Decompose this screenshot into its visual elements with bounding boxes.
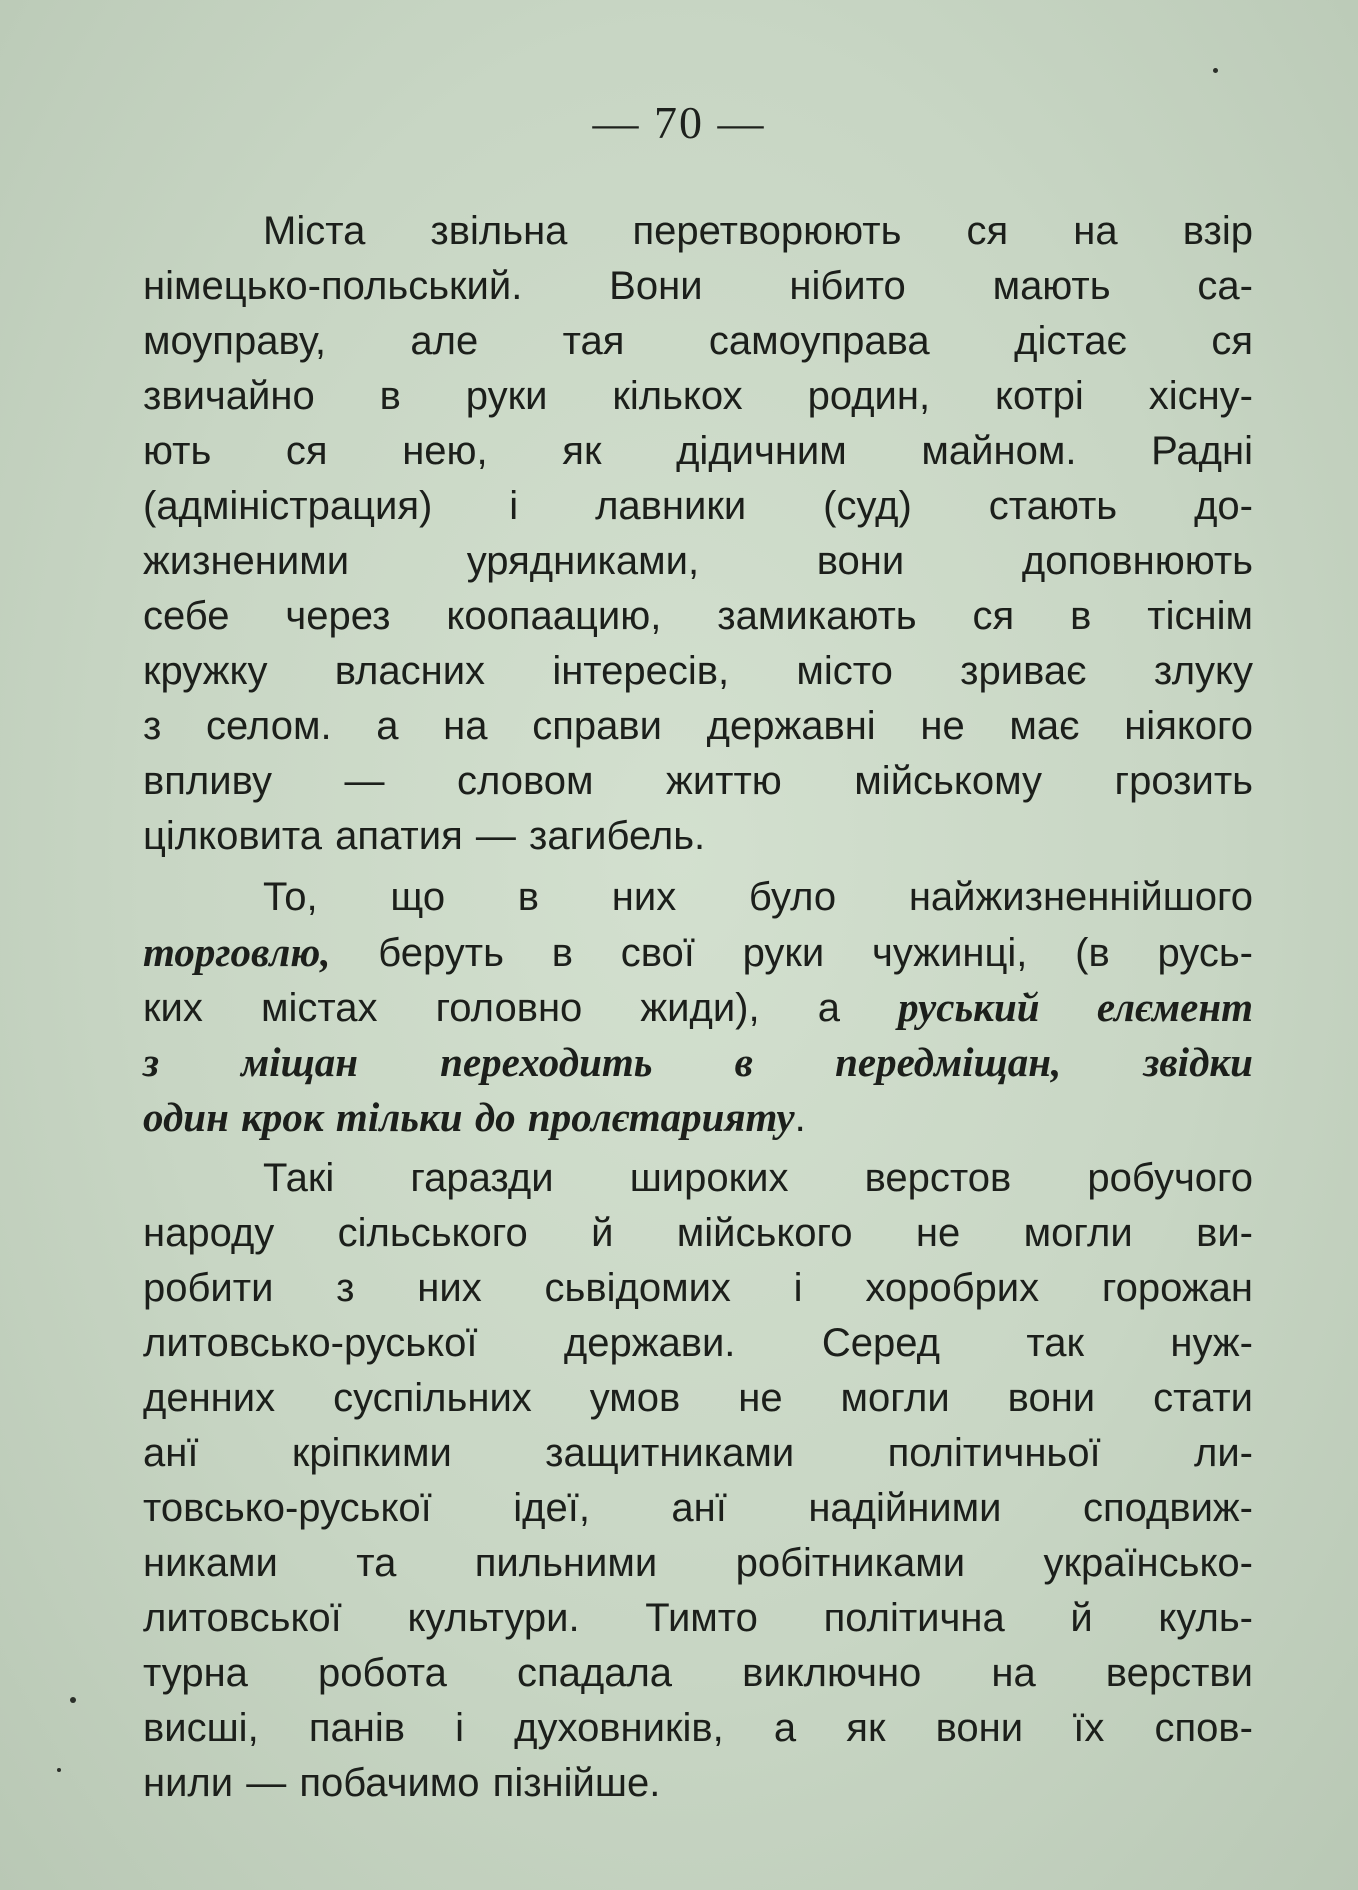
text-run: цілковита апатия — загибель. xyxy=(143,814,706,858)
paper-speck xyxy=(70,1697,76,1703)
text-run: висші, панів і духовників, а як вони їх спов- xyxy=(143,1706,1253,1750)
text-line xyxy=(143,589,1253,644)
text-line xyxy=(143,479,1253,534)
text-run: Міста звільна перетворюють ся на взір xyxy=(263,209,1253,253)
italic-text: з міщан переходить в передміщан, звідки xyxy=(143,1039,1253,1085)
text-line xyxy=(143,369,1253,424)
paper-speck xyxy=(57,1768,61,1772)
text-line xyxy=(143,754,1253,809)
body-text xyxy=(143,204,1253,1811)
text-line xyxy=(143,1756,1253,1811)
text-line xyxy=(143,424,1253,479)
text-line xyxy=(143,1261,1253,1316)
text-line xyxy=(143,1481,1253,1536)
text-run: робити з них сьвідомих і хоробрих горожан xyxy=(143,1266,1253,1310)
text-run: з селом. а на справи державні не має ніякого xyxy=(143,704,1253,748)
text-line xyxy=(143,980,1253,1035)
text-line xyxy=(143,1090,1253,1145)
text-run: Такі гаразди широких верстов робучого xyxy=(263,1156,1253,1200)
page-number: — 70 — xyxy=(592,97,766,148)
paper-speck xyxy=(1213,68,1218,73)
text-run: народу сільського й мійського не могли ви- xyxy=(143,1211,1253,1255)
text-run: . xyxy=(794,1096,806,1140)
text-run: литовсько-руської держави. Серед так нуж- xyxy=(143,1321,1253,1365)
text-line xyxy=(143,534,1253,589)
text-line xyxy=(143,1536,1253,1591)
text-line xyxy=(143,809,1253,864)
text-line xyxy=(143,1701,1253,1756)
italic-text: торговлю, xyxy=(143,929,331,975)
text-run: ких містах головно жиди), а xyxy=(143,986,899,1030)
text-line xyxy=(143,259,1253,314)
text-line xyxy=(143,314,1253,369)
text-line xyxy=(143,1035,1253,1090)
text-line xyxy=(143,1151,1253,1206)
text-line xyxy=(143,1316,1253,1371)
text-run: литовської культури. Тимто політична й куль- xyxy=(143,1596,1253,1640)
text-line xyxy=(143,925,1253,980)
text-line xyxy=(143,1426,1253,1481)
text-run: анї кріпкими защитниками політичньої ли- xyxy=(143,1431,1253,1475)
text-run: нили — побачимо пізнійше. xyxy=(143,1761,661,1805)
text-run: турна робота спадала виключно на верстви xyxy=(143,1651,1253,1695)
text-line xyxy=(143,204,1253,259)
text-line xyxy=(143,870,1253,925)
text-run: себе через коопаацию, замикають ся в тіснім xyxy=(143,594,1253,638)
text-run: То, що в них було найжизненнійшого xyxy=(263,875,1253,919)
text-run: (адміністрация) і лавники (суд) стають до- xyxy=(143,484,1253,528)
text-run: кружку власних інтересів, місто зриває злуку xyxy=(143,649,1253,693)
text-run: моуправу, але тая самоуправа дістає ся xyxy=(143,319,1253,363)
text-run: денних суспільних умов не могли вони стати xyxy=(143,1376,1253,1420)
text-run: беруть в свої руки чужинці, (в русь- xyxy=(330,931,1253,975)
text-run: впливу — словом життю мійському грозить xyxy=(143,759,1253,803)
text-run: товсько-руської ідеї, анї надійними сподвиж- xyxy=(143,1486,1253,1530)
text-line xyxy=(143,644,1253,699)
text-run: звичайно в руки кількох родин, котрі хісну- xyxy=(143,374,1253,418)
text-line xyxy=(143,1206,1253,1261)
text-line xyxy=(143,1646,1253,1701)
text-run: німецько-польський. Вони нібито мають са- xyxy=(143,264,1253,308)
text-line xyxy=(143,699,1253,754)
text-line xyxy=(143,1591,1253,1646)
text-run: никами та пильними робітниками українсько- xyxy=(143,1541,1253,1585)
text-line xyxy=(143,1371,1253,1426)
text-run: жизненими урядниками, вони доповнюють xyxy=(143,539,1253,583)
italic-text: руський елємент xyxy=(898,984,1253,1030)
text-run: ють ся нею, як дідичним майном. Радні xyxy=(143,429,1253,473)
italic-text: один крок тільки до пролєтарияту xyxy=(143,1094,795,1140)
